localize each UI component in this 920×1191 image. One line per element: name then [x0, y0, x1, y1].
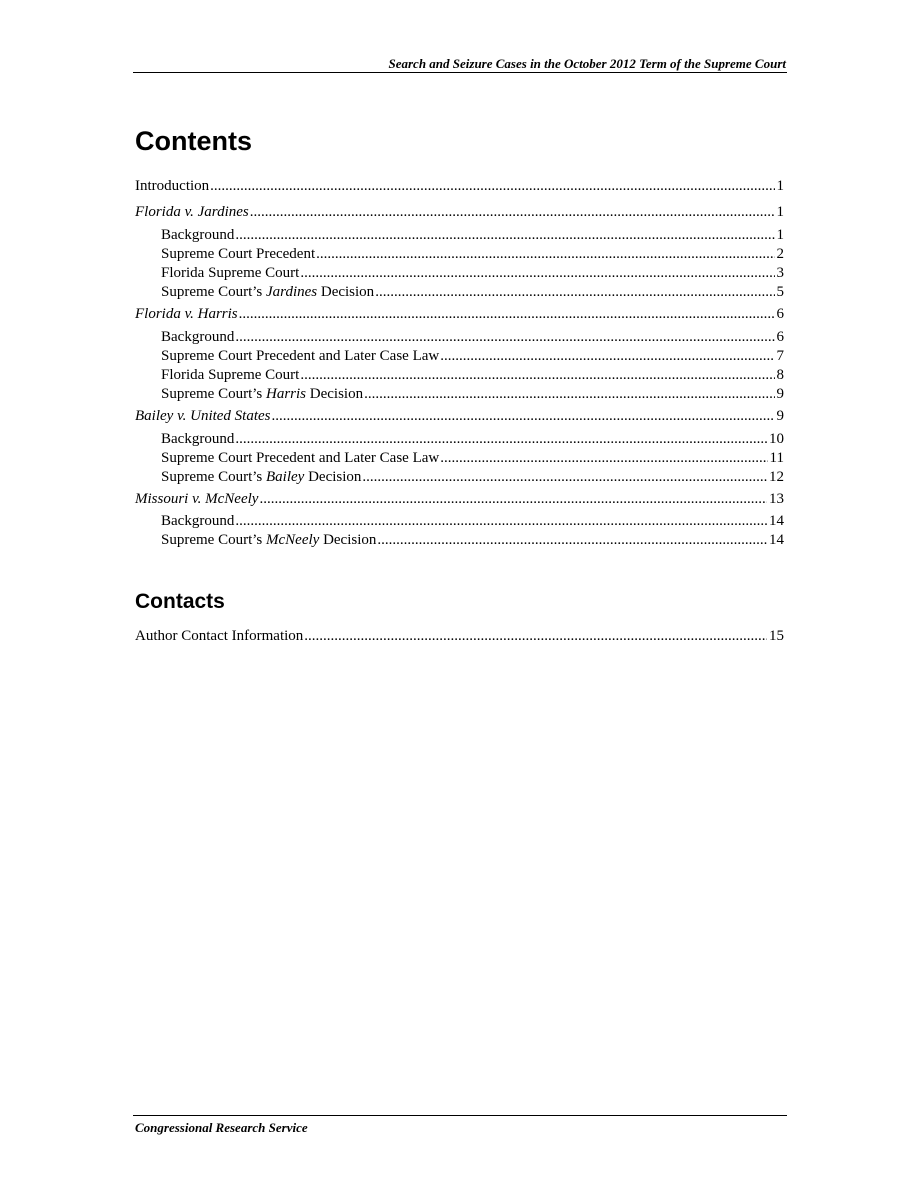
toc-leader: [210, 177, 774, 195]
toc-page-number: 13: [769, 491, 784, 507]
toc-entry-title: Bailey v. United States: [135, 408, 271, 424]
toc-entry-title: Supreme Court’s Bailey Decision: [161, 469, 362, 485]
toc-entry-title: Background: [161, 329, 235, 345]
toc-page-number: 2: [776, 246, 784, 262]
toc-entry-harris-precedent[interactable]: [161, 347, 784, 365]
toc-entry-missouri-v-mcneely[interactable]: [135, 490, 784, 508]
toc-page-number: 11: [769, 450, 784, 466]
toc-page-number: 1: [776, 204, 784, 220]
toc-entry-mcneely-decision[interactable]: [161, 531, 784, 549]
toc-page-number: 1: [776, 178, 784, 194]
toc-leader: [259, 490, 767, 508]
toc-entry-title: Background: [161, 513, 235, 529]
toc-page-number: 9: [776, 408, 784, 424]
toc-entry-introduction[interactable]: [135, 177, 784, 195]
toc-entry-florida-v-jardines[interactable]: [135, 203, 784, 221]
toc-entry-title: Supreme Court Precedent: [161, 246, 316, 262]
toc-entry-bailey-decision[interactable]: [161, 468, 784, 486]
toc-page-number: 1: [776, 227, 784, 243]
toc-page-number: 3: [776, 265, 784, 281]
toc-entry-bailey-v-united-states[interactable]: [135, 407, 784, 425]
toc-leader: [377, 531, 767, 549]
toc-entry-harris-decision[interactable]: [161, 385, 784, 403]
toc-leader: [304, 627, 767, 645]
toc-entry-title: Author Contact Information: [135, 628, 304, 644]
toc-leader: [235, 328, 774, 346]
toc-entry-bailey-background[interactable]: [161, 430, 784, 448]
toc-leader: [235, 512, 767, 530]
footer-rule: [133, 1115, 787, 1116]
toc-leader: [300, 366, 774, 384]
toc-leader: [440, 449, 767, 467]
toc-leader: [250, 203, 775, 221]
toc-entry-jardines-precedent[interactable]: [161, 245, 784, 263]
toc-entry-title: Florida v. Jardines: [135, 204, 249, 220]
toc-page-number: 8: [776, 367, 784, 383]
contents-heading: Contents: [135, 126, 252, 156]
toc-page-number: 15: [769, 628, 784, 644]
toc-leader: [375, 283, 774, 301]
toc-entry-title: Missouri v. McNeely: [135, 491, 259, 507]
toc-page-number: 9: [776, 386, 784, 402]
toc-leader: [300, 264, 774, 282]
toc-entry-author-contact-information[interactable]: [135, 627, 784, 645]
toc-page-number: 5: [776, 284, 784, 300]
toc-entry-jardines-decision[interactable]: [161, 283, 784, 301]
toc-leader: [272, 407, 775, 425]
contacts-heading: Contacts: [135, 590, 225, 613]
running-footer: Congressional Research Service: [135, 1120, 308, 1135]
toc-entry-title: Supreme Court’s Harris Decision: [161, 386, 364, 402]
toc-entry-jardines-florida-supreme-court[interactable]: [161, 264, 784, 282]
toc-entry-title: Background: [161, 431, 235, 447]
toc-entry-jardines-background[interactable]: [161, 226, 784, 244]
header-rule: [133, 72, 787, 73]
toc-entry-title: Background: [161, 227, 235, 243]
running-header: Search and Seizure Cases in the October 2012 Term of the Supreme Court: [388, 56, 786, 71]
toc-entry-title: Supreme Court’s McNeely Decision: [161, 532, 377, 548]
toc-entry-harris-florida-supreme-court[interactable]: [161, 366, 784, 384]
toc-leader: [364, 385, 774, 403]
toc-leader: [235, 430, 767, 448]
toc-entry-title: Supreme Court Precedent and Later Case Law: [161, 450, 440, 466]
toc-leader: [362, 468, 767, 486]
toc-entry-title: Introduction: [135, 178, 210, 194]
toc-page-number: 10: [769, 431, 784, 447]
toc-page-number: 6: [776, 329, 784, 345]
toc-page-number: 14: [769, 513, 784, 529]
toc-entry-mcneely-background[interactable]: [161, 512, 784, 530]
toc-leader: [239, 305, 775, 323]
toc-entry-title: Florida v. Harris: [135, 306, 238, 322]
toc-entry-title: Supreme Court Precedent and Later Case Law: [161, 348, 440, 364]
toc-entry-harris-background[interactable]: [161, 328, 784, 346]
toc-page-number: 6: [776, 306, 784, 322]
toc-leader: [440, 347, 774, 365]
toc-entry-bailey-precedent[interactable]: [161, 449, 784, 467]
toc-page-number: 7: [776, 348, 784, 364]
toc-leader: [316, 245, 774, 263]
toc-leader: [235, 226, 774, 244]
toc-entry-title: Florida Supreme Court: [161, 265, 300, 281]
toc-page-number: 14: [769, 532, 784, 548]
toc-entry-title: Florida Supreme Court: [161, 367, 300, 383]
toc-page-number: 12: [769, 469, 784, 485]
toc-entry-title: Supreme Court’s Jardines Decision: [161, 284, 375, 300]
toc-entry-florida-v-harris[interactable]: [135, 305, 784, 323]
